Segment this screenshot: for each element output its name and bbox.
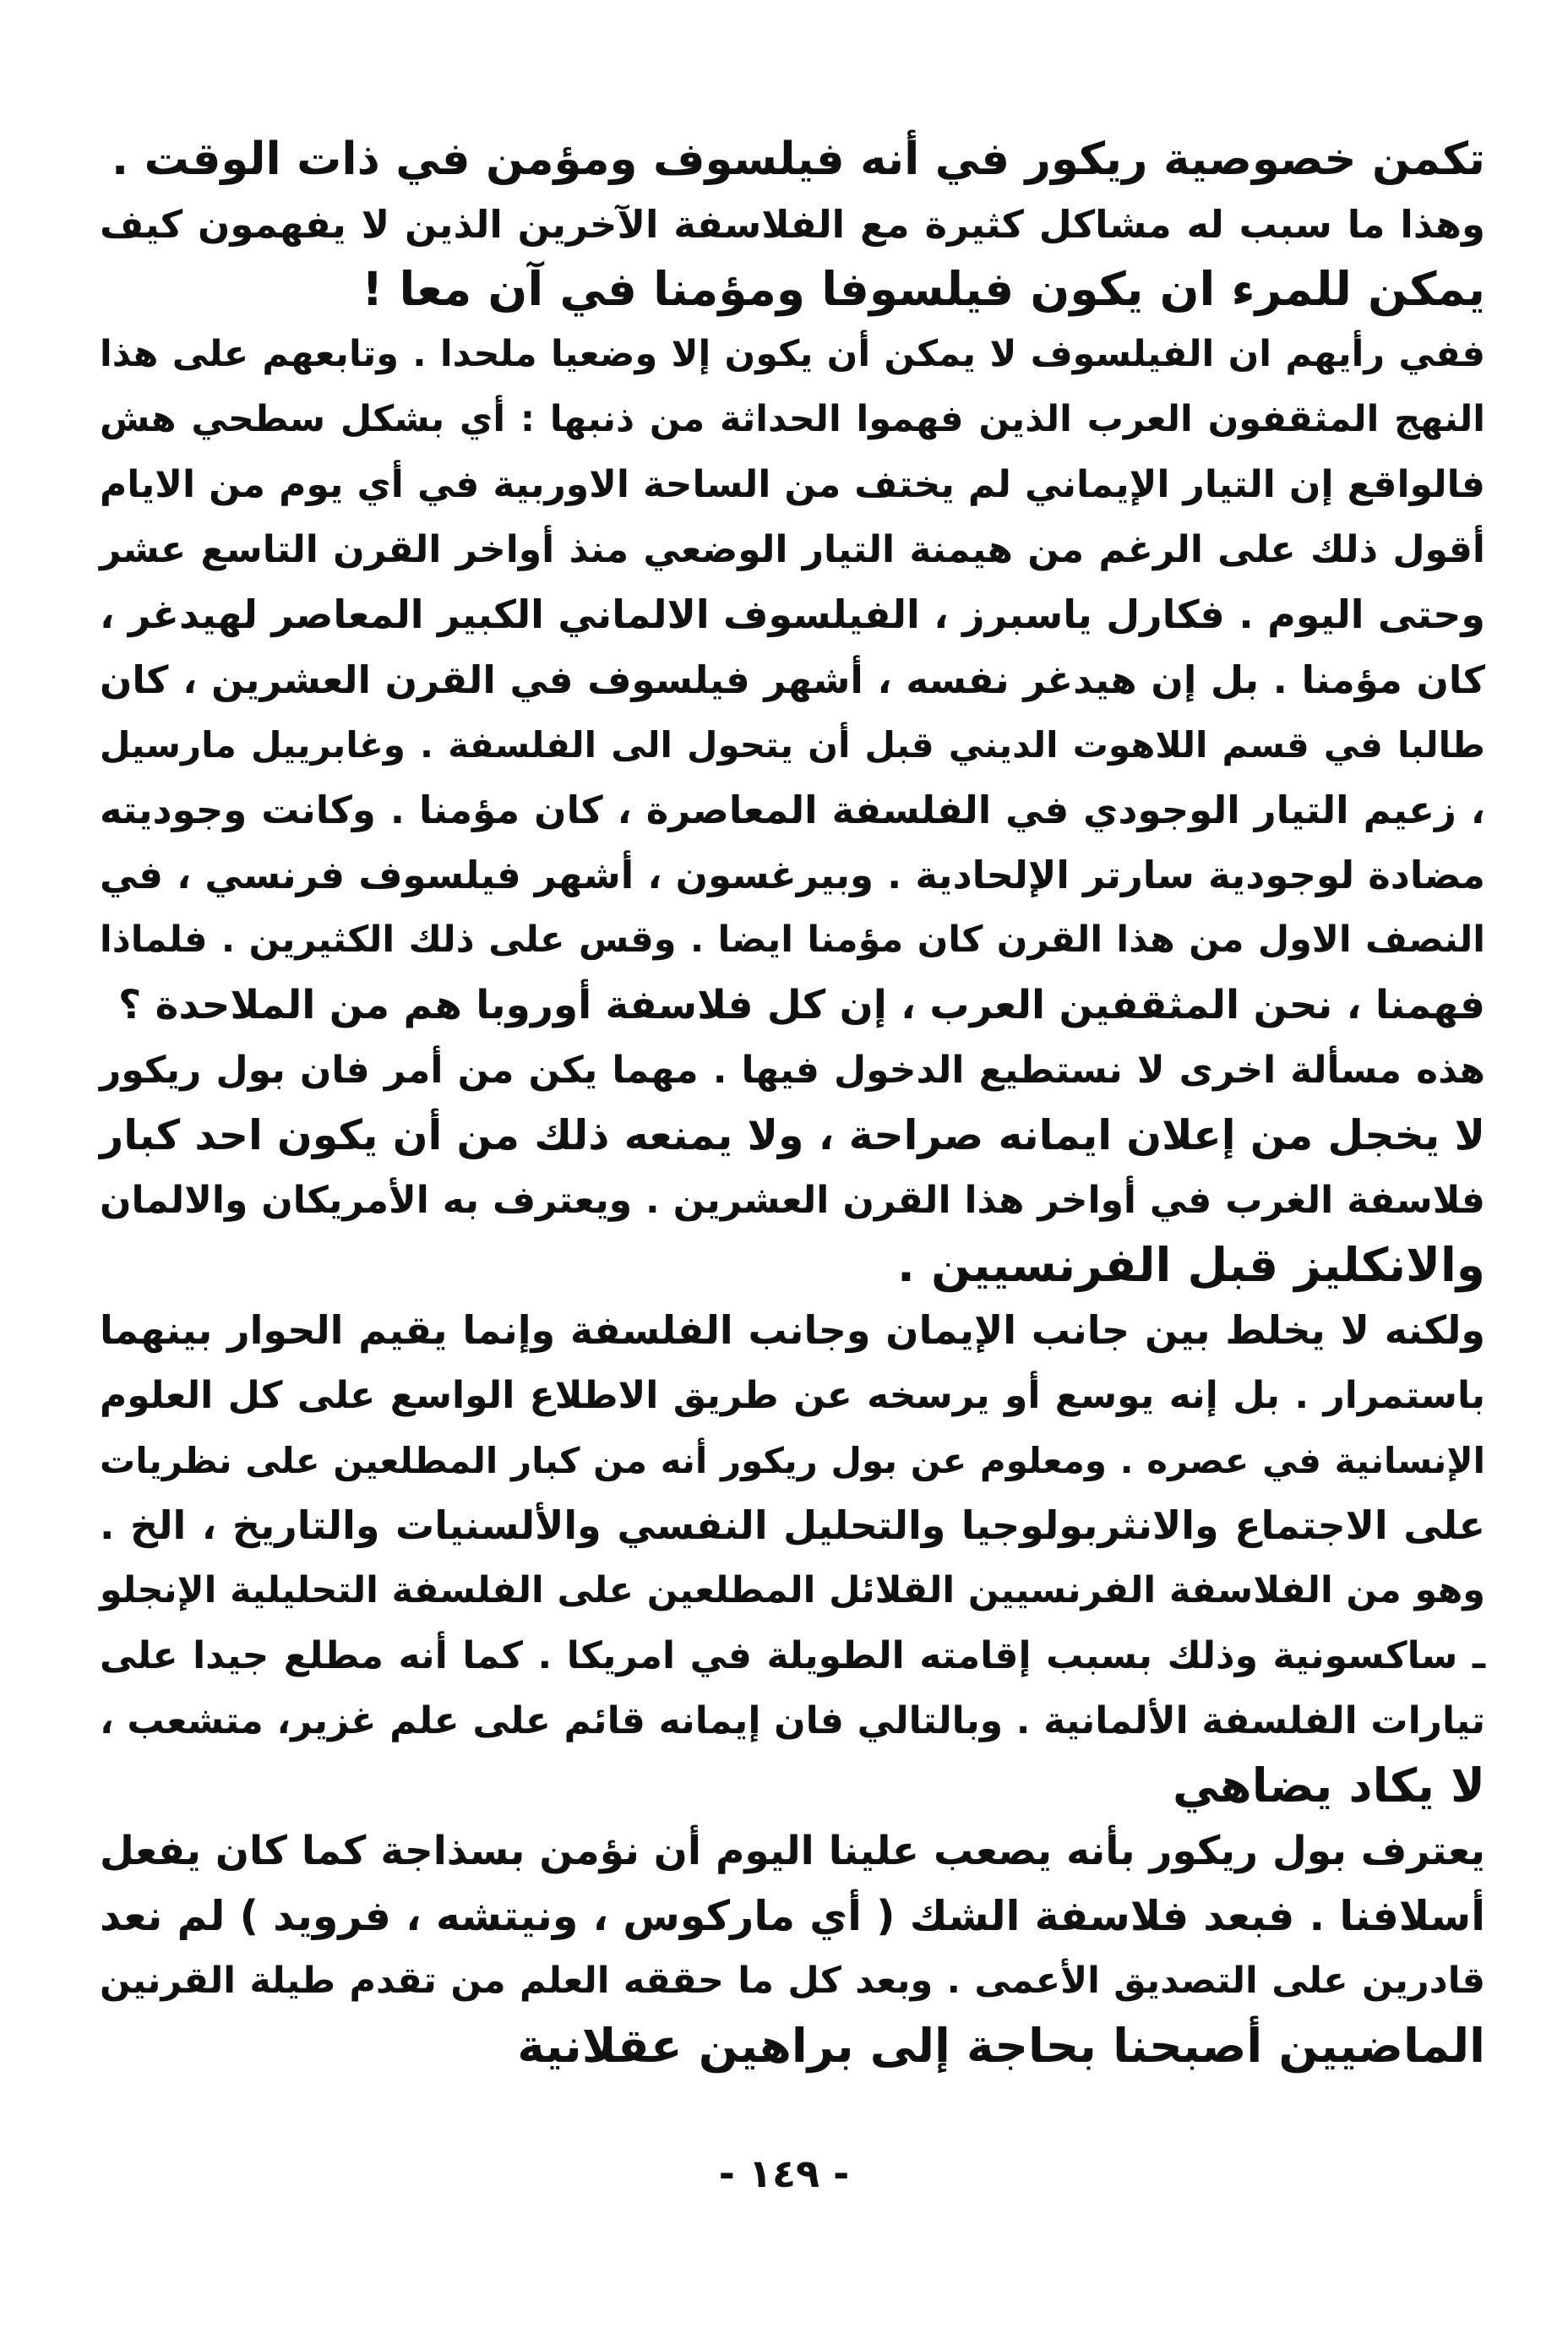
text-line: على الاجتماع والانثربولوجيا والتحليل النفسي والألسنيات والتاريخ ، الخ .: [100, 1502, 1485, 1548]
text-line: ولكنه لا يخلط بين جانب الإيمان وجانب الفلسفة وإنما يقيم الحوار بينهما: [100, 1307, 1485, 1353]
text-line: لا يخجل من إعلان ايمانه صراحة ، ولا يمنعه ذلك من أن يكون احد كبار: [100, 1111, 1485, 1159]
text-line: هذه مسألة اخرى لا نستطيع الدخول فيها . مهما يكن من أمر فان بول ريكور: [100, 1049, 1485, 1092]
text-line: فلاسفة الغرب في أواخر هذا القرن العشرين . ويعترف به الأمريكان والالمان: [100, 1179, 1485, 1222]
text-line: مضادة لوجودية سارتر الإلحادية . وبيرغسون ، أشهر فيلسوف فرنسي ، في: [100, 853, 1485, 897]
text-line: يمكن للمرء ان يكون فيلسوفا ومؤمنا في آن معا !: [362, 262, 1485, 316]
page-number: - ١٤٩ -: [718, 2151, 850, 2196]
text-line: يعترف بول ريكور بأنه يصعب علينا اليوم أن نؤمن بسذاجة كما كان يفعل: [100, 1828, 1485, 1874]
text-line: كان مؤمنا . بل إن هيدغر نفسه ، أشهر فيلسوف في القرن العشرين ، كان: [100, 657, 1485, 702]
text-line: أسلافنا . فبعد فلاسفة الشك ( أي ماركوس ، ونيتشه ، فرويد ) لم نعد: [100, 1892, 1485, 1940]
text-line: وهذا ما سبب له مشاكل كثيرة مع الفلاسفة الآخرين الذين لا يفهمون كيف: [100, 202, 1485, 247]
text-line: ، زعيم التيار الوجودي في الفلسفة المعاصرة ، كان مؤمنا . وكانت وجوديته: [100, 788, 1485, 832]
text-line: وحتى اليوم . فكارل ياسبرز ، الفيلسوف الالماني الكبير المعاصر لهيدغر ،: [100, 592, 1485, 637]
text-line: باستمرار . بل إنه يوسع أو يرسخه عن طريق الاطلاع الواسع على كل العلوم: [100, 1374, 1485, 1417]
text-line: أقول ذلك على الرغم من هيمنة التيار الوضعي منذ أواخر القرن التاسع عشر: [100, 528, 1485, 571]
text-line: وهو من الفلاسفة الفرنسيين القلائل المطلعين على الفلسفة التحليلية الإنجلو: [100, 1569, 1485, 1611]
text-line: والانكليز قبل الفرنسيين .: [897, 1238, 1485, 1292]
text-line: تيارات الفلسفة الألمانية . وبالتالي فان إيمانه قائم على علم غزير، متشعب ،: [100, 1699, 1485, 1742]
text-line: الإنسانية في عصره . ومعلوم عن بول ريكور أنه من كبار المطلعين على نظريات: [100, 1440, 1485, 1481]
text-line: ففي رأيهم ان الفيلسوف لا يمكن أن يكون إلا وضعيا ملحدا . وتابعهم على هذا: [100, 333, 1485, 375]
text-line: النصف الاول من هذا القرن كان مؤمنا ايضا . وقس على ذلك الكثيرين . فلماذا: [100, 919, 1485, 961]
text-line: الماضيين أصبحنا بحاجة إلى براهين عقلانية: [517, 2019, 1485, 2073]
text-line: فالواقع إن التيار الإيماني لم يختف من الساحة الاوربية في أي يوم من الايام: [100, 463, 1485, 506]
text-line: قادرين على التصديق الأعمى . وبعد كل ما حققه العلم من تقدم طيلة القرنين: [100, 1960, 1485, 2002]
body-text: [100, 127, 1485, 2079]
text-line: ـ ساكسونية وذلك بسبب إقامته الطويلة في امريكا . كما أنه مطلع جيدا على: [100, 1634, 1485, 1677]
text-line: النهج المثقفون العرب الذين فهموا الحداثة من ذنبها : أي بشكل سطحي هش: [100, 398, 1485, 440]
text-line: طالبا في قسم اللاهوت الديني قبل أن يتحول الى الفلسفة . وغابرييل مارسيل: [100, 724, 1485, 766]
text-line: تكمن خصوصية ريكور في أنه فيلسوف ومؤمن في ذات الوقت .: [112, 134, 1485, 185]
text-line: لا يكاد يضاهي: [1172, 1758, 1485, 1813]
text-line: فهمنا ، نحن المثقفين العرب ، إن كل فلاسفة أوروبا هم من الملاحدة ؟: [118, 982, 1485, 1028]
